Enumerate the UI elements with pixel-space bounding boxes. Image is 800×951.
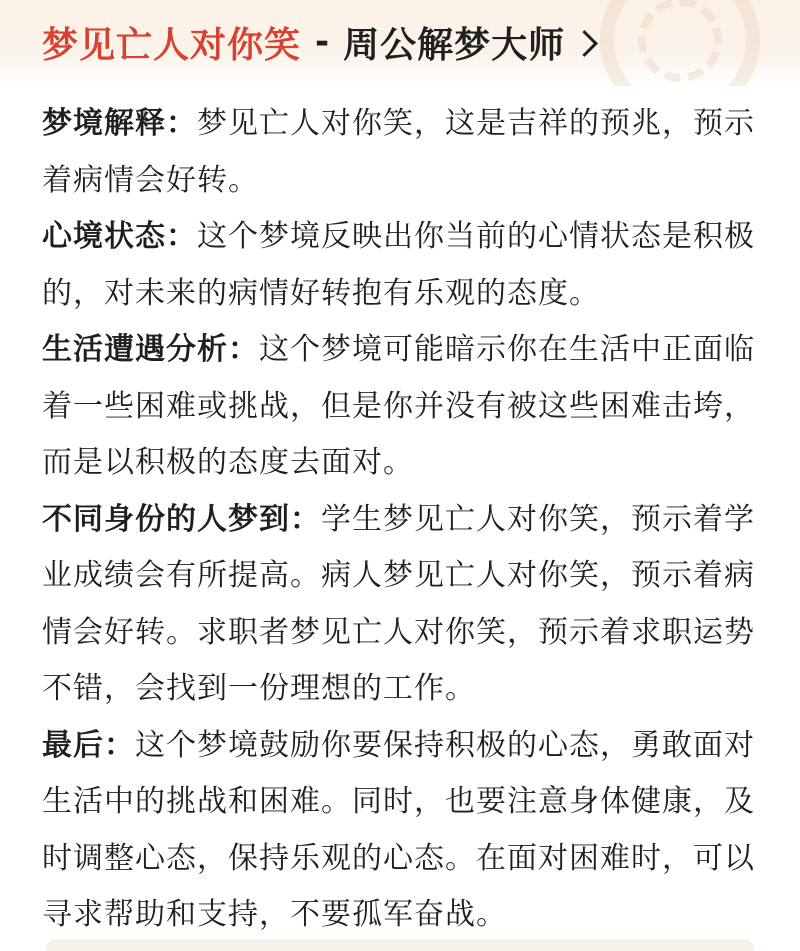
section-label: 最后： xyxy=(42,727,135,763)
section-label: 心境状态： xyxy=(42,219,197,254)
next-card-edge xyxy=(46,939,754,951)
title-link[interactable] xyxy=(42,16,594,68)
section-mental-state xyxy=(42,209,758,322)
site-name: 周公解梦大师 xyxy=(343,24,566,66)
section-dream-explanation xyxy=(42,96,758,209)
section-label: 梦境解释： xyxy=(42,106,197,141)
bagua-decoration-inner xyxy=(638,0,722,82)
interpretation-content xyxy=(42,96,758,944)
section-text: 学生梦见亡人对你笑，预示着学业成绩会有所提高。病人梦见亡人对你笑，预示着病情会好转。求职者梦见亡人对你笑，预示着求职运势不错，会找到一份理想的工作。 xyxy=(42,501,755,706)
section-text: 这个梦境可能暗示你在生活中正面临着一些困难或挑战，但是你并没有被这些困难击垮，而是以积极的态度去面对。 xyxy=(42,332,755,480)
section-different-identities xyxy=(42,492,758,718)
chevron-right-icon xyxy=(571,30,598,57)
section-label: 不同身份的人梦到： xyxy=(42,501,321,537)
title-separator: - xyxy=(315,22,330,62)
section-text: 这个梦境反映出你当前的心情状态是积极的，对未来的病情好转抱有乐观的态度。 xyxy=(42,219,755,311)
section-label: 生活遭遇分析： xyxy=(42,332,259,367)
section-life-analysis xyxy=(42,322,758,492)
section-conclusion xyxy=(42,718,758,944)
card-header xyxy=(0,0,800,86)
section-text: 梦见亡人对你笑，这是吉祥的预兆，预示着病情会好转。 xyxy=(42,106,755,198)
section-text: 这个梦境鼓励你要保持积极的心态，勇敢面对生活中的挑战和困难。同时，也要注意身体健康，及时调整心态，保持乐观的心态。在面对困难时，可以寻求帮助和支持，不要孤军奋战。 xyxy=(42,727,755,932)
dream-title: 梦见亡人对你笑 xyxy=(42,24,302,66)
